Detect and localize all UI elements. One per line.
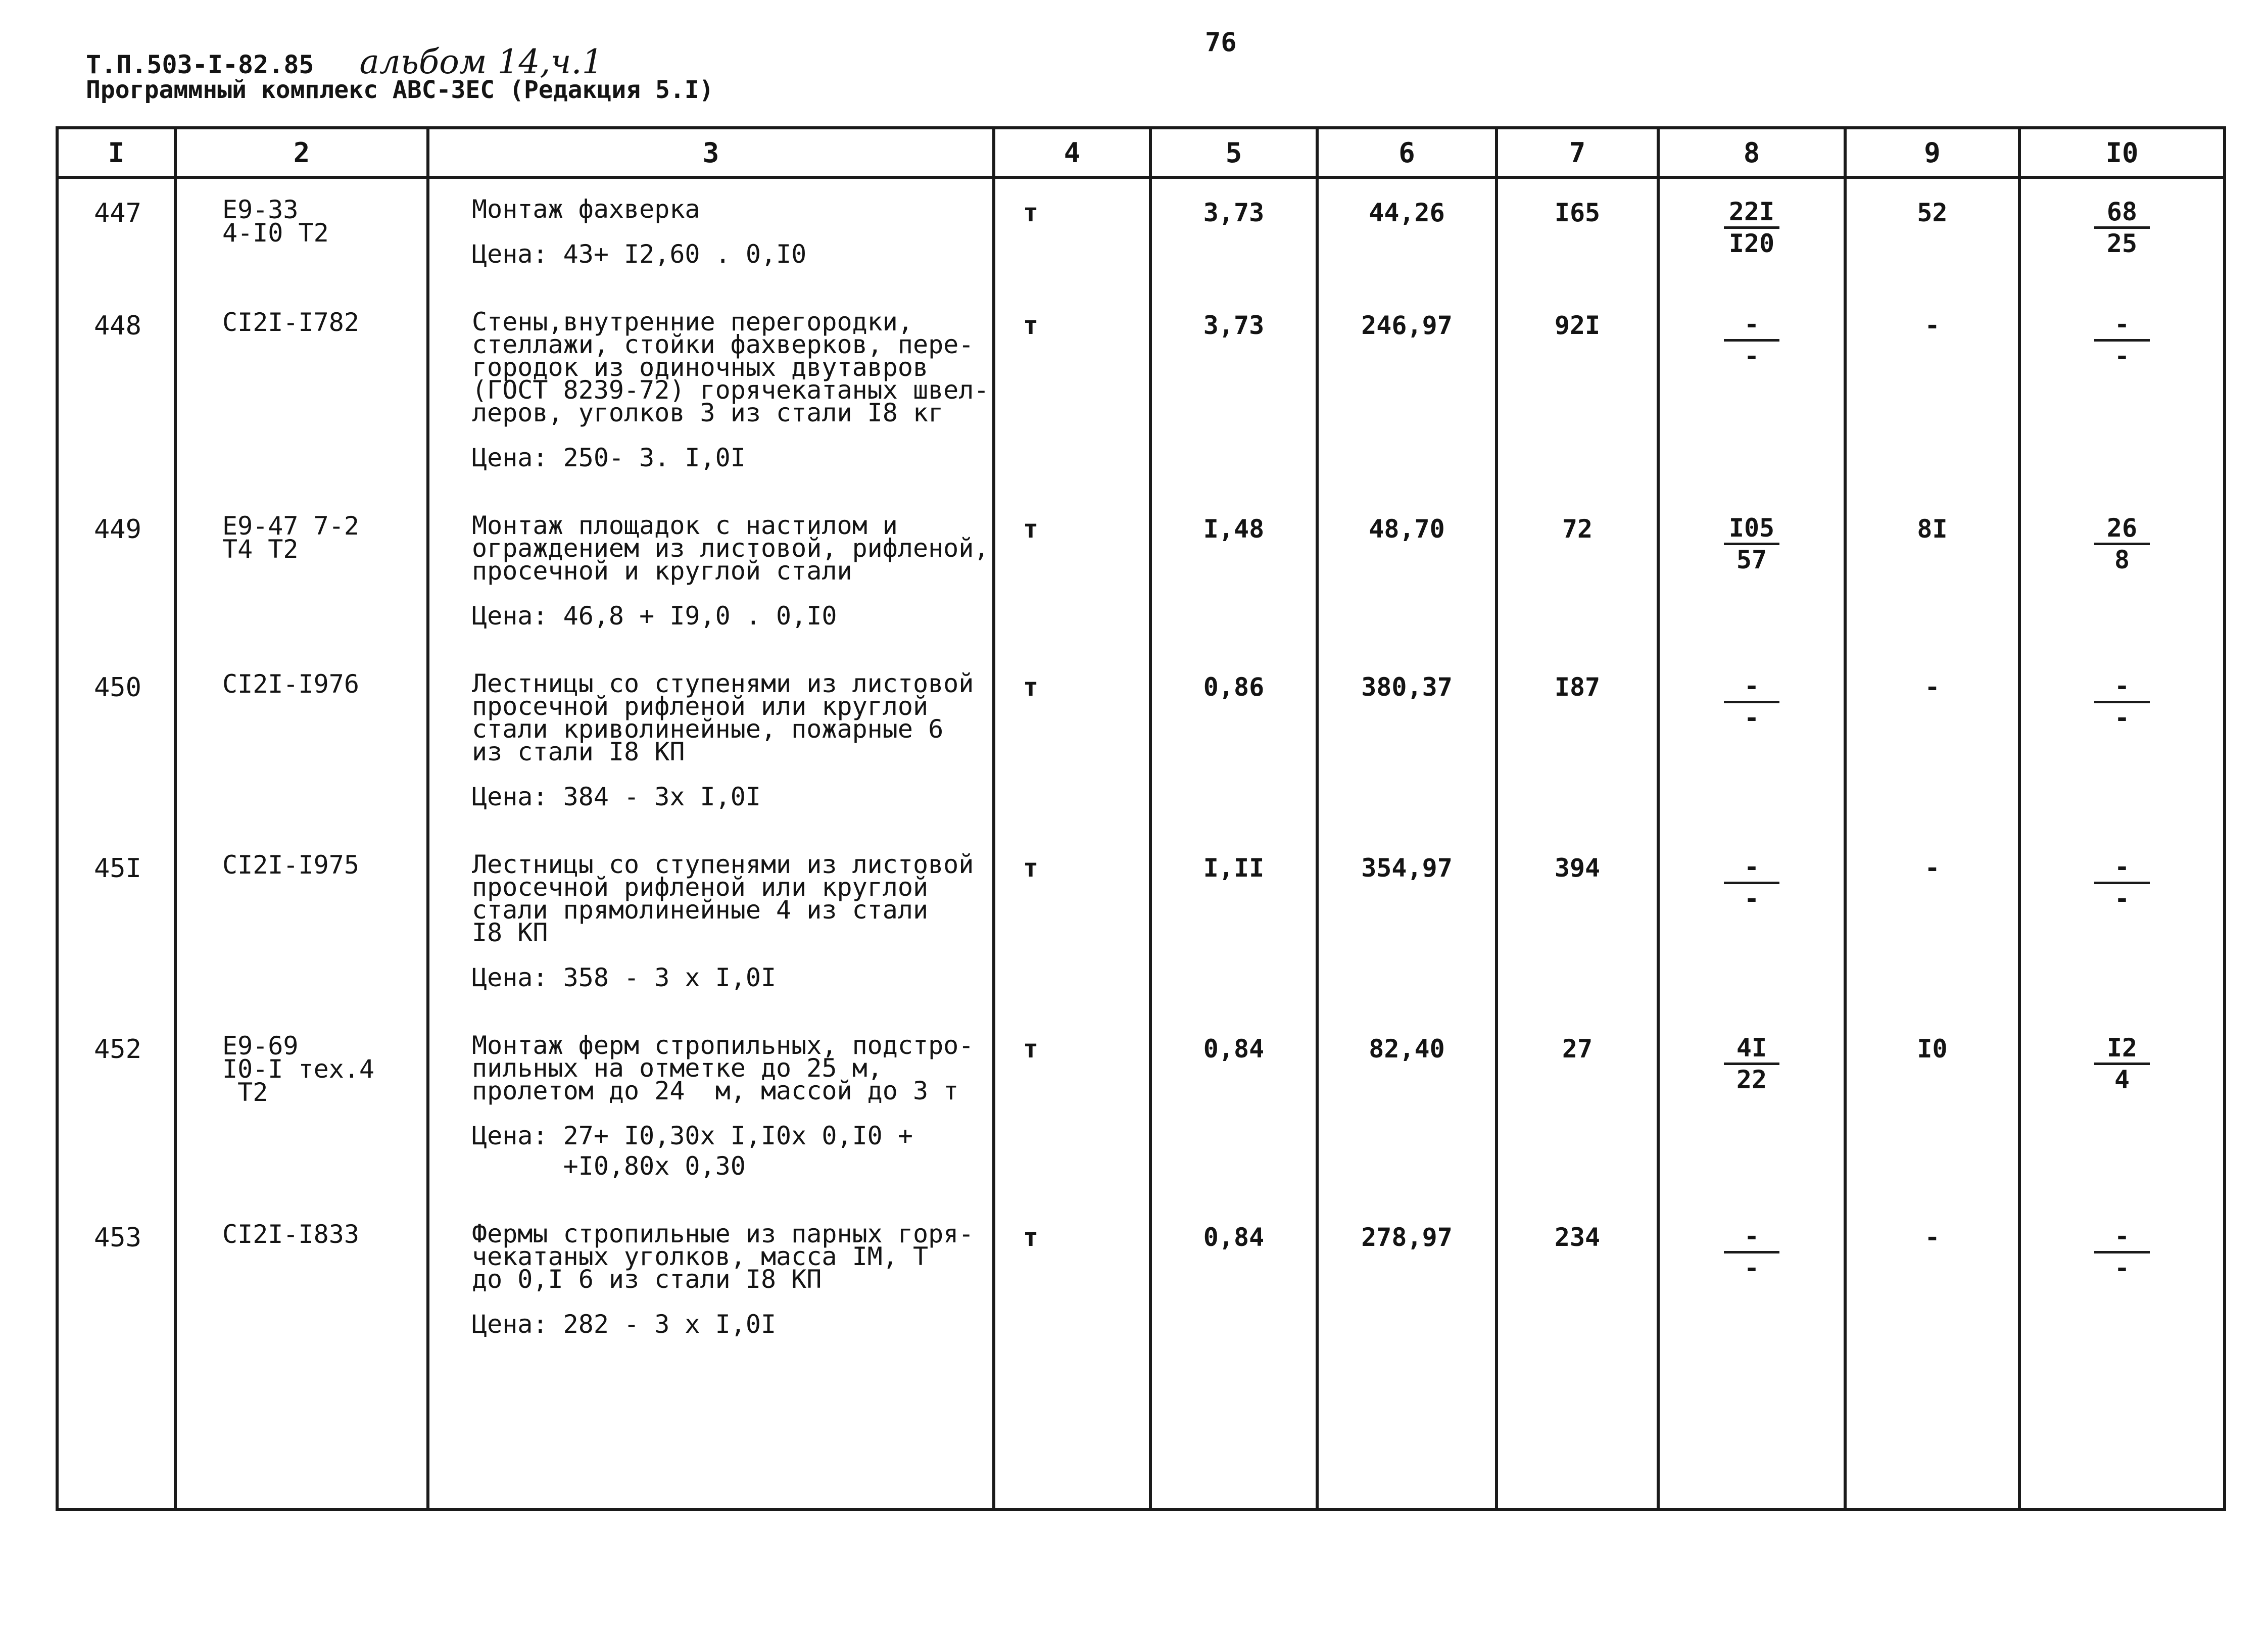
unit: т bbox=[994, 653, 1150, 834]
col10-bottom: 25 bbox=[2106, 229, 2138, 258]
unit-price: 278,97 bbox=[1317, 1203, 1497, 1362]
col8-top: - bbox=[1724, 1223, 1779, 1253]
col10-bottom: - bbox=[2114, 1253, 2130, 1283]
total-cost: 92I bbox=[1497, 292, 1658, 495]
item-description-cell bbox=[428, 653, 994, 834]
col8-bottom: 22 bbox=[1736, 1065, 1767, 1094]
price-formula: Цена: 282 - 3 х I,0I bbox=[472, 1310, 777, 1339]
col8-bottom: - bbox=[1744, 1253, 1760, 1283]
col10-top: - bbox=[2094, 672, 2150, 703]
unit: т bbox=[994, 1203, 1150, 1362]
item-description: Монтаж площадок с настилом и ограждением из листовой, рифленой, просечной и круглой стали bbox=[472, 511, 989, 586]
table-row bbox=[57, 292, 2225, 495]
table-row bbox=[57, 1015, 2225, 1203]
table-row bbox=[57, 834, 2225, 1015]
unit: т bbox=[994, 1015, 1150, 1203]
col9-value: - bbox=[1845, 1203, 2019, 1362]
rate-code: Е9-69 I0-I тех.4 Т2 bbox=[175, 1015, 428, 1203]
col8-bottom: - bbox=[1744, 884, 1760, 913]
rate-code: СI2I-I833 bbox=[175, 1203, 428, 1362]
col8-top: - bbox=[1724, 853, 1779, 884]
col10-fraction bbox=[2019, 653, 2225, 834]
item-description-cell bbox=[428, 495, 994, 653]
item-description-cell bbox=[428, 1015, 994, 1203]
item-number: 449 bbox=[57, 495, 175, 653]
quantity: 0,84 bbox=[1150, 1015, 1317, 1203]
col9-value: - bbox=[1845, 292, 2019, 495]
item-description: Фермы стропильные из парных горя- чекатаных уголков, масса IМ, Т до 0,I 6 из стали I8 КП bbox=[472, 1219, 974, 1294]
item-number: 452 bbox=[57, 1015, 175, 1203]
table-empty-space bbox=[57, 1362, 2225, 1510]
unit: т bbox=[994, 177, 1150, 292]
col10-top: - bbox=[2094, 853, 2150, 884]
col10-top: - bbox=[2094, 1223, 2150, 1253]
quantity: 0,86 bbox=[1150, 653, 1317, 834]
total-cost: I65 bbox=[1497, 177, 1658, 292]
quantity: 0,84 bbox=[1150, 1203, 1317, 1362]
price-formula: Цена: 358 - 3 х I,0I bbox=[472, 963, 777, 992]
quantity: I,48 bbox=[1150, 495, 1317, 653]
col8-top: 4I bbox=[1724, 1034, 1779, 1065]
col8-top: 22I bbox=[1724, 198, 1779, 229]
price-table-container bbox=[56, 126, 2223, 1511]
column-header: 7 bbox=[1497, 128, 1658, 177]
col8-fraction bbox=[1658, 1015, 1845, 1203]
col8-fraction bbox=[1658, 292, 1845, 495]
unit: т bbox=[994, 495, 1150, 653]
col10-fraction bbox=[2019, 177, 2225, 292]
unit-price: 44,26 bbox=[1317, 177, 1497, 292]
rate-code: Е9-47 7-2 Т4 Т2 bbox=[175, 495, 428, 653]
total-cost: 394 bbox=[1497, 834, 1658, 1015]
price-table bbox=[56, 126, 2226, 1511]
col10-top: - bbox=[2094, 311, 2150, 342]
item-number: 447 bbox=[57, 177, 175, 292]
col10-bottom: 8 bbox=[2114, 545, 2130, 574]
col8-bottom: I20 bbox=[1728, 229, 1775, 258]
page-number: 76 bbox=[1205, 27, 1237, 58]
item-description: Лестницы со ступенями из листовой просечной рифленой или круглой стали криволинейные, пожарные 6 из стали I8 КП bbox=[472, 669, 974, 766]
item-description: Лестницы со ступенями из листовой просечной рифленой или круглой стали прямолинейные 4 из стали I8 КП bbox=[472, 850, 974, 947]
total-cost: I87 bbox=[1497, 653, 1658, 834]
item-description-cell bbox=[428, 834, 994, 1015]
col10-fraction bbox=[2019, 495, 2225, 653]
col8-bottom: - bbox=[1744, 703, 1760, 733]
unit: т bbox=[994, 834, 1150, 1015]
col8-fraction bbox=[1658, 495, 1845, 653]
table-row bbox=[57, 1203, 2225, 1362]
unit-price: 380,37 bbox=[1317, 653, 1497, 834]
unit-price: 354,97 bbox=[1317, 834, 1497, 1015]
col10-bottom: - bbox=[2114, 342, 2130, 371]
col10-top: 68 bbox=[2094, 198, 2150, 229]
rate-code: СI2I-I975 bbox=[175, 834, 428, 1015]
quantity: 3,73 bbox=[1150, 177, 1317, 292]
col10-fraction bbox=[2019, 1203, 2225, 1362]
column-header: 2 bbox=[175, 128, 428, 177]
table-row bbox=[57, 177, 2225, 292]
item-number: 453 bbox=[57, 1203, 175, 1362]
item-description: Монтаж ферм стропильных, подстро- пильных на отметке до 25 м, пролетом до 24 м, массой до 3 т bbox=[472, 1031, 974, 1105]
table-header-row bbox=[57, 128, 2225, 177]
col10-top: I2 bbox=[2094, 1034, 2150, 1065]
col8-fraction bbox=[1658, 177, 1845, 292]
album-handwritten-note: альбом 14,ч.1 bbox=[359, 42, 603, 81]
col8-top: - bbox=[1724, 672, 1779, 703]
item-description: Монтаж фахверка bbox=[472, 195, 700, 224]
unit-price: 246,97 bbox=[1317, 292, 1497, 495]
col8-bottom: 57 bbox=[1736, 545, 1767, 574]
price-formula: Цена: 384 - 3х I,0I bbox=[472, 782, 761, 811]
col10-fraction bbox=[2019, 834, 2225, 1015]
column-header: 8 bbox=[1658, 128, 1845, 177]
col9-value: - bbox=[1845, 834, 2019, 1015]
unit-price: 48,70 bbox=[1317, 495, 1497, 653]
item-description: Стены,внутренние перегородки, стеллажи, стойки фахверков, пере- городок из одиночных двутавров (ГОСТ 8239-72) горячекатаных швел- леров, уголков 3 из стали I8 кг bbox=[472, 307, 989, 427]
item-number: 45I bbox=[57, 834, 175, 1015]
rate-code: СI2I-I782 bbox=[175, 292, 428, 495]
price-formula: Цена: 27+ I0,30х I,I0х 0,I0 + +I0,80х 0,30 bbox=[472, 1121, 913, 1181]
item-description-cell bbox=[428, 1203, 994, 1362]
col10-fraction bbox=[2019, 292, 2225, 495]
col8-fraction bbox=[1658, 1203, 1845, 1362]
col8-fraction bbox=[1658, 653, 1845, 834]
column-header: I0 bbox=[2019, 128, 2225, 177]
program-title: Программный комплекс АВС-3ЕС (Редакция 5.I) bbox=[86, 76, 714, 104]
column-header: 4 bbox=[994, 128, 1150, 177]
quantity: I,II bbox=[1150, 834, 1317, 1015]
total-cost: 72 bbox=[1497, 495, 1658, 653]
table-row bbox=[57, 653, 2225, 834]
item-number: 450 bbox=[57, 653, 175, 834]
col9-value: 52 bbox=[1845, 177, 2019, 292]
col8-top: I05 bbox=[1724, 514, 1779, 545]
unit: т bbox=[994, 292, 1150, 495]
total-cost: 234 bbox=[1497, 1203, 1658, 1362]
quantity: 3,73 bbox=[1150, 292, 1317, 495]
item-description-cell bbox=[428, 292, 994, 495]
item-number: 448 bbox=[57, 292, 175, 495]
col8-fraction bbox=[1658, 834, 1845, 1015]
price-formula: Цена: 250- 3. I,0I bbox=[472, 443, 746, 472]
total-cost: 27 bbox=[1497, 1015, 1658, 1203]
col9-value: I0 bbox=[1845, 1015, 2019, 1203]
col9-value: 8I bbox=[1845, 495, 2019, 653]
col8-top: - bbox=[1724, 311, 1779, 342]
col10-bottom: 4 bbox=[2114, 1065, 2130, 1094]
item-description-cell bbox=[428, 177, 994, 292]
col9-value: - bbox=[1845, 653, 2019, 834]
column-header: 3 bbox=[428, 128, 994, 177]
column-header: 9 bbox=[1845, 128, 2019, 177]
price-formula: Цена: 43+ I2,60 . 0,I0 bbox=[472, 239, 807, 269]
column-header: I bbox=[57, 128, 175, 177]
col10-top: 26 bbox=[2094, 514, 2150, 545]
column-header: 5 bbox=[1150, 128, 1317, 177]
rate-code: СI2I-I976 bbox=[175, 653, 428, 834]
document-code: Т.П.503-I-82.85 bbox=[86, 50, 314, 79]
unit-price: 82,40 bbox=[1317, 1015, 1497, 1203]
col10-bottom: - bbox=[2114, 703, 2130, 733]
price-formula: Цена: 46,8 + I9,0 . 0,I0 bbox=[472, 601, 837, 631]
col10-bottom: - bbox=[2114, 884, 2130, 913]
column-header: 6 bbox=[1317, 128, 1497, 177]
col8-bottom: - bbox=[1744, 342, 1760, 371]
col10-fraction bbox=[2019, 1015, 2225, 1203]
rate-code: Е9-33 4-I0 Т2 bbox=[175, 177, 428, 292]
table-row bbox=[57, 495, 2225, 653]
